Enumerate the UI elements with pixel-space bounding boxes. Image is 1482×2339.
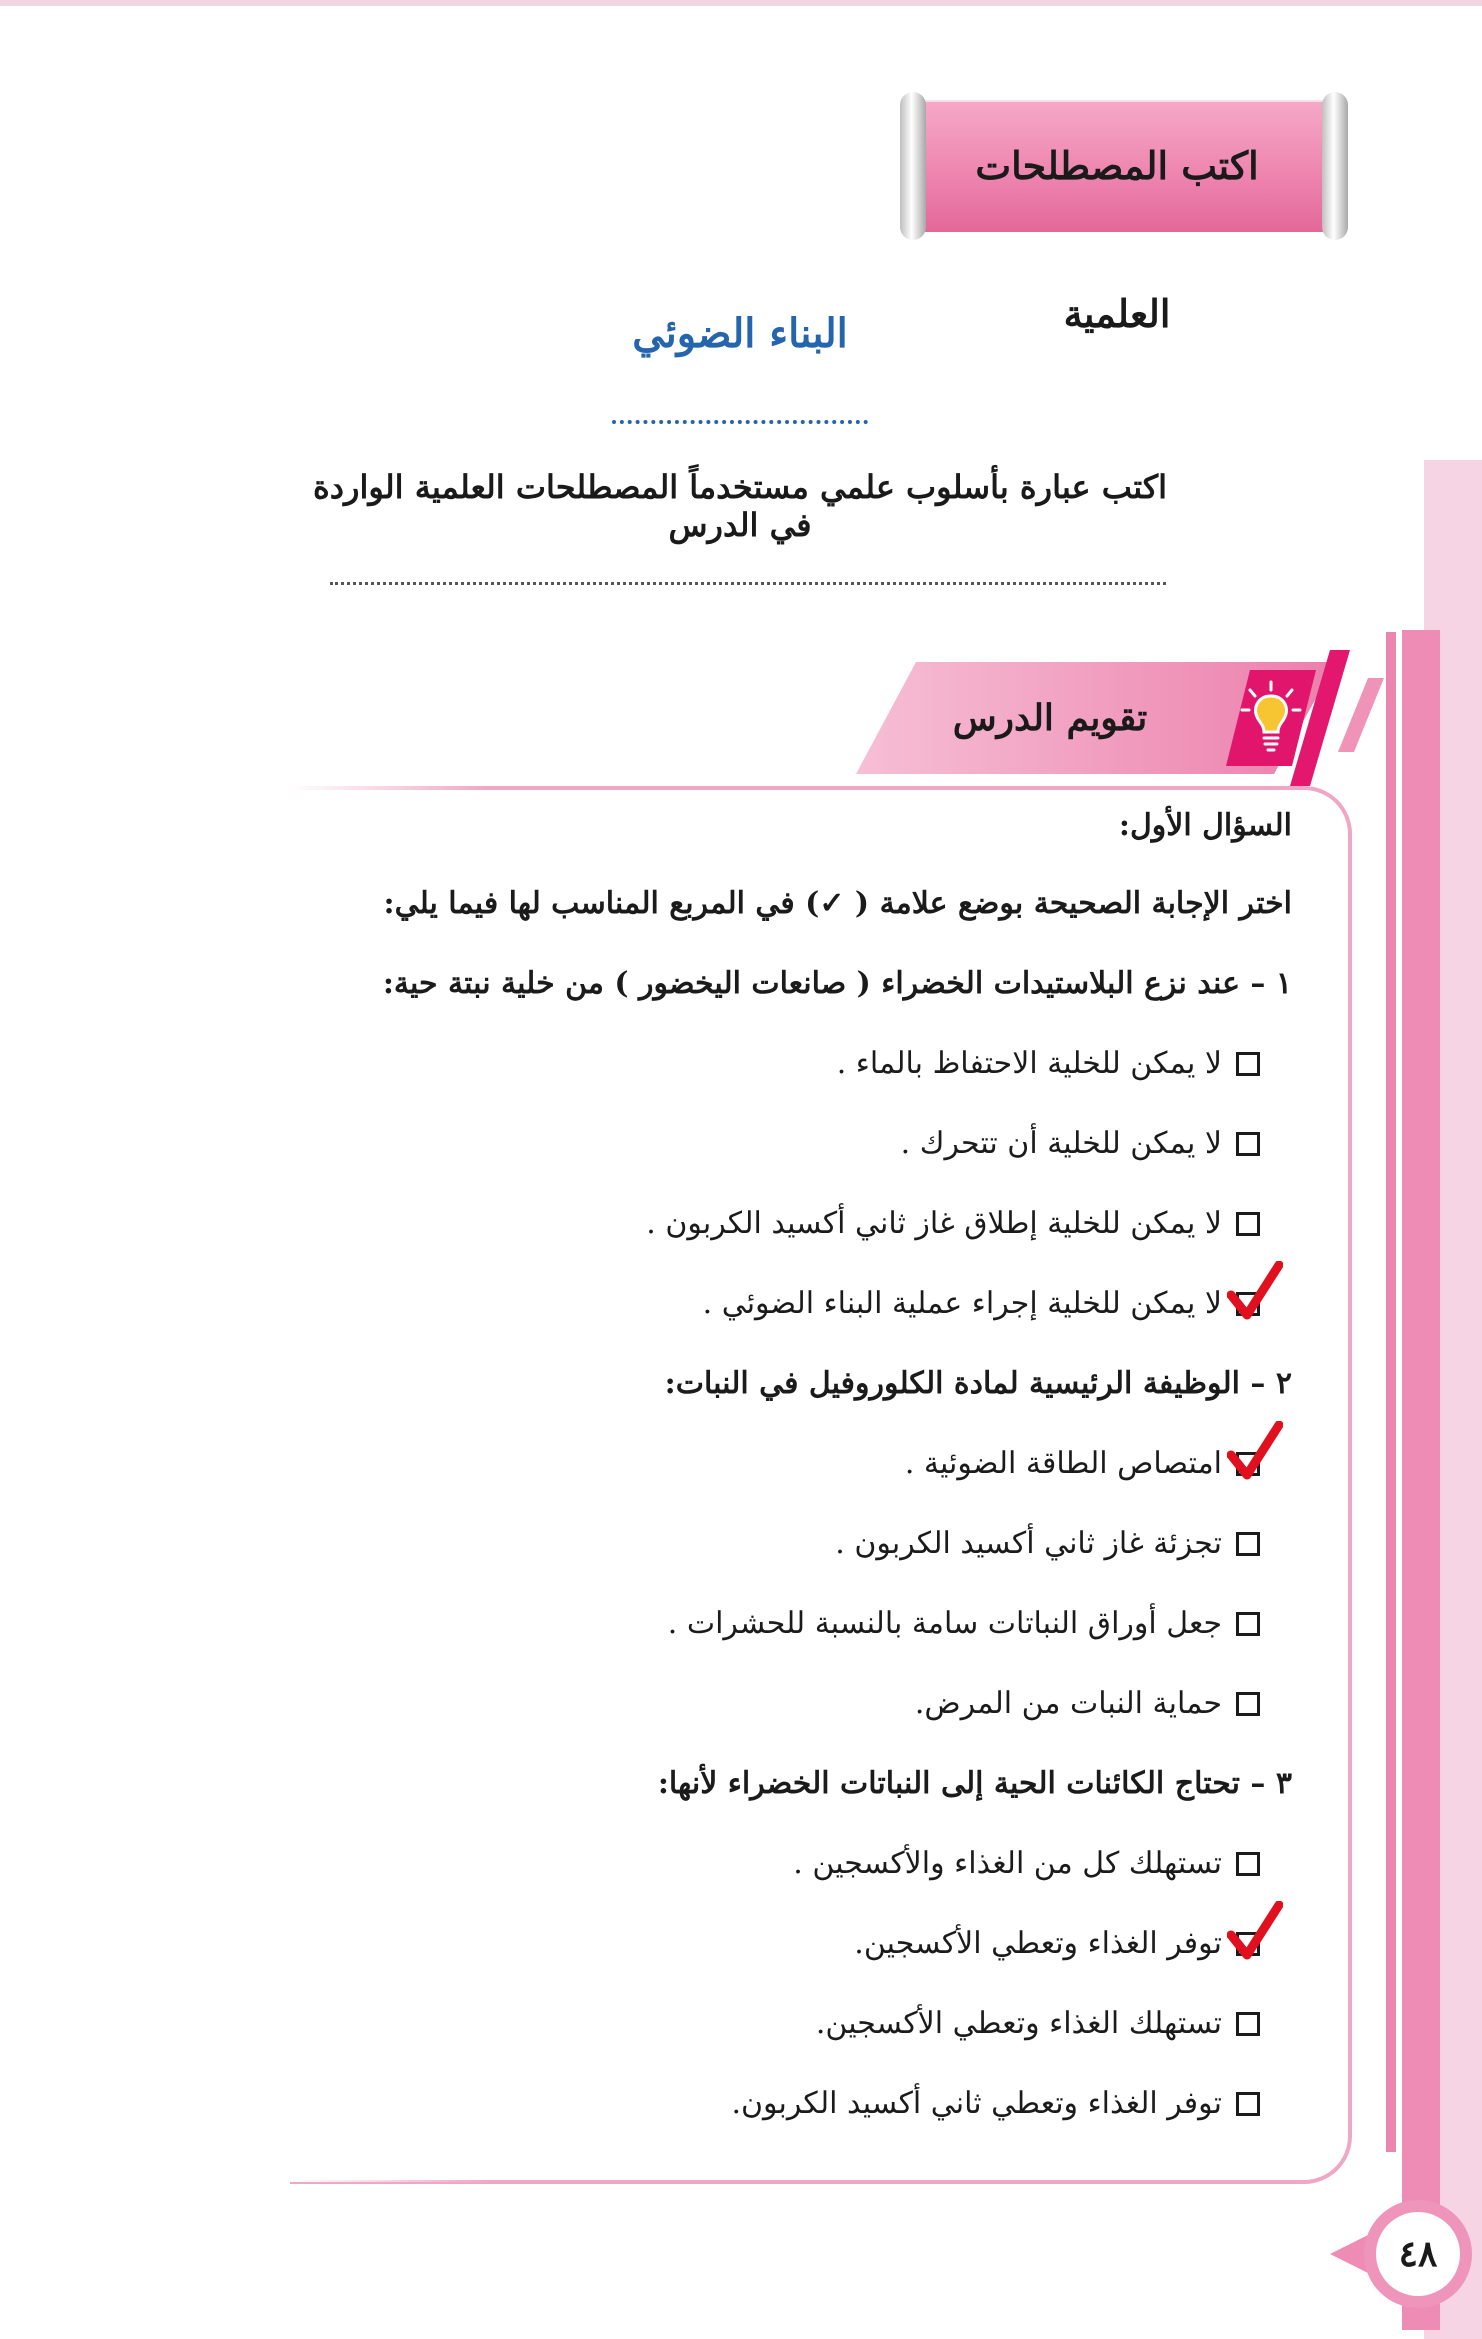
page-number: ٤٨: [1376, 2212, 1460, 2296]
option-row[interactable]: [816, 2006, 1260, 2041]
checkbox[interactable]: [1236, 1612, 1260, 1636]
option-text: توفر الغذاء وتعطي ثاني أكسيد الكربون.: [731, 2086, 1222, 2121]
option-row[interactable]: [793, 1846, 1260, 1881]
question-instruction: اختر الإجابة الصحيحة بوضع علامة ( ✓) في المربع المناسب لها فيما يلي:: [383, 886, 1292, 921]
question-title: السؤال الأول:: [1118, 808, 1292, 843]
term-instruction: اكتب عبارة بأسلوب علمي مستخدماً المصطلحات العلمية الواردة في الدرس: [313, 468, 1167, 544]
option-text: امتصاص الطاقة الضوئية .: [904, 1446, 1222, 1481]
red-check-icon: [1227, 1421, 1283, 1483]
option-row[interactable]: [854, 1926, 1260, 1961]
option-text: جعل أوراق النباتات سامة بالنسبة للحشرات .: [667, 1606, 1222, 1641]
checkbox[interactable]: [1236, 2012, 1260, 2036]
checkbox[interactable]: [1236, 1052, 1260, 1076]
option-row[interactable]: [905, 1446, 1260, 1481]
red-check-icon: [1227, 1901, 1283, 1963]
option-row[interactable]: [915, 1686, 1260, 1721]
checkbox[interactable]: [1236, 2092, 1260, 2116]
evaluation-tab-accent-light: [1338, 678, 1384, 752]
option-row[interactable]: [835, 1526, 1260, 1561]
term-answer-line: [612, 420, 868, 424]
frame-fade-top: [290, 784, 490, 792]
option-text: لا يمكن للخلية الاحتفاظ بالماء .: [836, 1046, 1222, 1081]
option-text: لا يمكن للخلية إجراء عملية البناء الضوئي .: [702, 1286, 1222, 1321]
option-row[interactable]: [703, 1286, 1260, 1321]
title-banner: [900, 92, 1348, 336]
option-row[interactable]: [731, 2086, 1260, 2121]
option-row[interactable]: [901, 1126, 1260, 1161]
sentence-answer-line: [330, 582, 1166, 585]
side-decoration-strip: [1386, 632, 1396, 2152]
item-stem: ٣ – تحتاج الكائنات الحية إلى النباتات الخضراء لأنها:: [657, 1766, 1292, 1801]
item-stem: ٢ – الوظيفة الرئيسية لمادة الكلوروفيل في النبات:: [664, 1366, 1292, 1401]
red-check-icon: [1227, 1261, 1283, 1323]
option-text: تستهلك كل من الغذاء والأكسجين .: [793, 1846, 1222, 1881]
banner-title: اكتب المصطلحات العلمية: [975, 143, 1259, 336]
page-number-badge: [1330, 2194, 1460, 2314]
checkbox[interactable]: [1236, 1852, 1260, 1876]
checkbox-checked[interactable]: [1236, 1932, 1260, 1956]
checkbox-checked[interactable]: [1236, 1452, 1260, 1476]
option-row[interactable]: [646, 1206, 1260, 1241]
term-heading: البناء الضوئي: [632, 310, 848, 357]
option-row[interactable]: [837, 1046, 1260, 1081]
evaluation-title: تقويم الدرس: [952, 697, 1148, 739]
option-text: تستهلك الغذاء وتعطي الأكسجين.: [815, 2006, 1222, 2041]
option-text: توفر الغذاء وتعطي الأكسجين.: [854, 1926, 1222, 1961]
option-row[interactable]: [668, 1606, 1260, 1641]
side-decoration-inner: [1402, 630, 1440, 2330]
option-text: لا يمكن للخلية إطلاق غاز ثاني أكسيد الكربون .: [646, 1206, 1222, 1241]
frame-fade-bottom: [290, 2174, 490, 2182]
item-stem: ١ – عند نزع البلاستيدات الخضراء ( صانعات اليخضور ) من خلية نبتة حية:: [382, 966, 1292, 1001]
checkbox[interactable]: [1236, 1532, 1260, 1556]
checkbox[interactable]: [1236, 1132, 1260, 1156]
option-text: تجزئة غاز ثاني أكسيد الكربون .: [835, 1526, 1222, 1561]
option-text: لا يمكن للخلية أن تتحرك .: [900, 1126, 1222, 1161]
checkbox-checked[interactable]: [1236, 1292, 1260, 1316]
banner-roll-right: [1322, 92, 1348, 240]
option-text: حماية النبات من المرض.: [914, 1686, 1222, 1721]
lightbulb-icon: [1240, 680, 1302, 756]
checkbox[interactable]: [1236, 1692, 1260, 1716]
top-strip: [0, 0, 1482, 6]
checkbox[interactable]: [1236, 1212, 1260, 1236]
